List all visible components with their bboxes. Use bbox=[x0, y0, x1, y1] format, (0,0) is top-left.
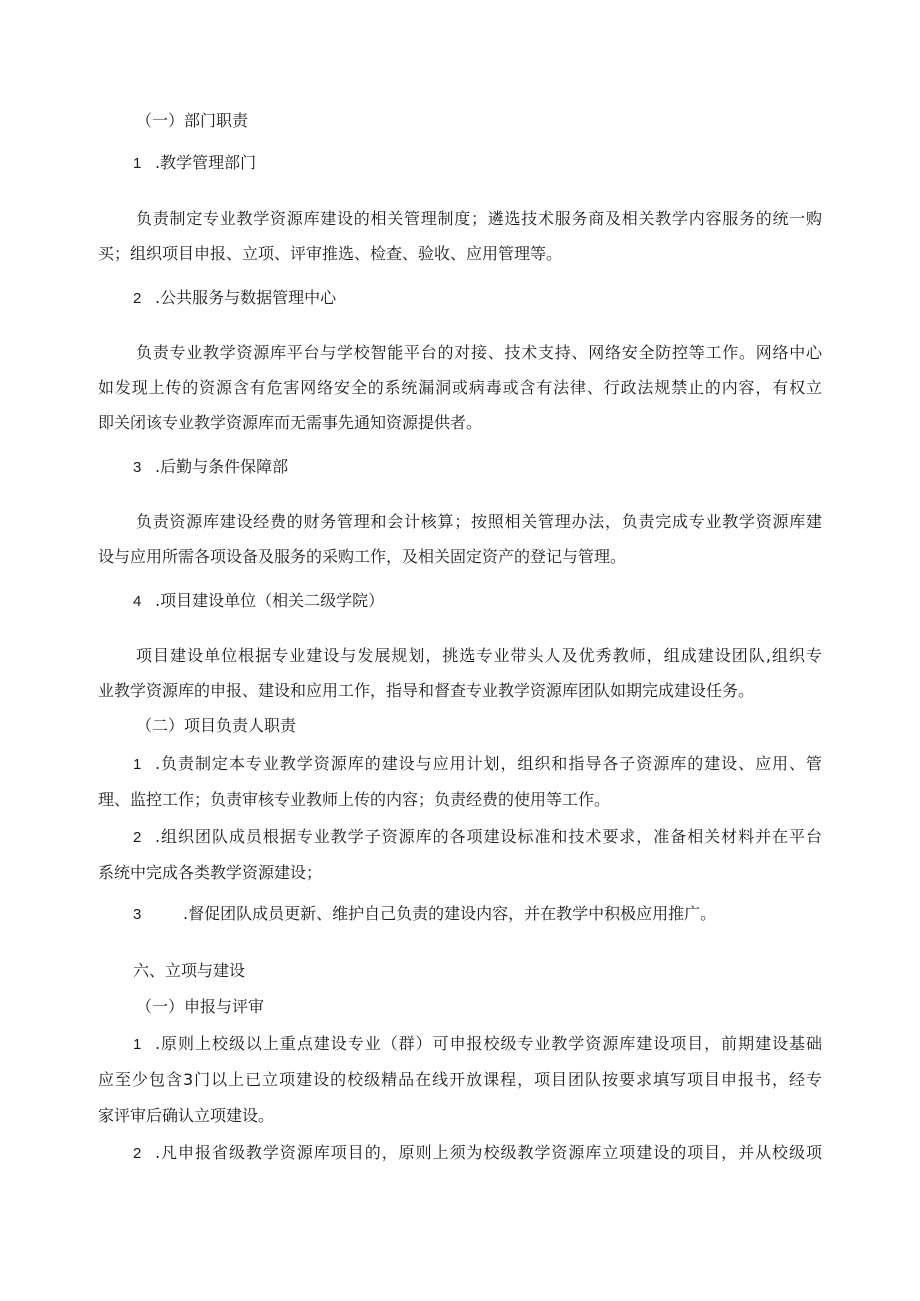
paragraph-line: 负责制定专业教学资源库建设的相关管理制度；遴选技术服务商及相关教学内容服务的统一购 bbox=[136, 209, 822, 228]
item-number: 3 bbox=[133, 459, 142, 476]
paragraph-line: 负责资源库建设经费的财务管理和会计核算；按照相关管理办法，负责完成专业教学资源库建 bbox=[136, 512, 822, 531]
item-number: 1 bbox=[133, 756, 142, 773]
item-number: 2 bbox=[133, 829, 142, 846]
paragraph-line: 即关闭该专业教学资源库而无需事先通知资源提供者。 bbox=[98, 413, 483, 432]
item-title-text: .公共服务与数据管理中心 bbox=[155, 288, 337, 307]
item-number: 1 bbox=[133, 155, 142, 172]
item-text: .组织团队成员根据专业教学子资源库的各项建设标准和技术要求，准备相关材料并在平台 bbox=[155, 827, 822, 846]
section-heading: （一）申报与评审 bbox=[136, 997, 265, 1016]
paragraph-line bbox=[133, 903, 716, 925]
paragraph-line: 应至少包含3门以上已立项建设的校级精品在线开放课程，项目团队按要求填写项目申报书，经专 bbox=[98, 1070, 822, 1089]
item-number: 2 bbox=[133, 290, 142, 307]
item-number: 2 bbox=[133, 1145, 142, 1162]
item-text: .原则上校级以上重点建设专业（群）可申报校级专业教学资源库建设项目，前期建设基础 bbox=[155, 1034, 822, 1053]
paragraph-line: 买；组织项目申报、立项、评审推选、检查、验收、应用管理等。 bbox=[98, 244, 563, 263]
section-heading: （二）项目负责人职责 bbox=[136, 716, 297, 735]
item-title-text: .项目建设单位（相关二级学院） bbox=[155, 591, 385, 610]
item-title-text: .教学管理部门 bbox=[155, 153, 257, 172]
item-title bbox=[133, 456, 288, 478]
item-title bbox=[133, 152, 256, 174]
item-text: .督促团队成员更新、维护自己负责的建设内容，并在教学中积极应用推广。 bbox=[183, 904, 717, 923]
item-title bbox=[133, 590, 384, 612]
item-text: .负责制定本专业教学资源库的建设与应用计划，组织和指导各子资源库的建设、应用、管 bbox=[155, 754, 822, 773]
paragraph-line bbox=[133, 1033, 822, 1055]
item-title-text: .后勤与条件保障部 bbox=[155, 457, 289, 476]
paragraph-line bbox=[133, 826, 822, 848]
item-number: 1 bbox=[133, 1036, 142, 1053]
item-number: 3 bbox=[133, 906, 142, 923]
item-text: .凡申报省级教学资源库项目的，原则上须为校级教学资源库立项建设的项目，并从校级项 bbox=[155, 1143, 822, 1162]
paragraph-line bbox=[133, 1142, 822, 1164]
item-number: 4 bbox=[133, 593, 142, 610]
paragraph-line: 设与应用所需各项设备及服务的采购工作，及相关固定资产的登记与管理。 bbox=[98, 547, 627, 566]
item-title bbox=[133, 287, 336, 309]
paragraph-line: 项目建设单位根据专业建设与发展规划，挑选专业带头人及优秀教师，组成建设团队,组织专 bbox=[136, 646, 822, 665]
paragraph-line: 家评审后确认立项建设。 bbox=[98, 1106, 275, 1125]
paragraph-line: 系统中完成各类教学资源建设； bbox=[98, 863, 323, 882]
paragraph-line bbox=[133, 753, 822, 775]
paragraph-line: 业教学资源库的申报、建设和应用工作，指导和督查专业教学资源库团队如期完成建设任务。 bbox=[98, 681, 755, 700]
paragraph-line: 负责专业教学资源库平台与学校智能平台的对接、技术支持、网络安全防控等工作。网络中心 bbox=[136, 343, 822, 362]
paragraph-line: 理、监控工作；负责审核专业教师上传的内容；负责经费的使用等工作。 bbox=[98, 790, 611, 809]
chapter-heading: 六、立项与建设 bbox=[133, 961, 246, 980]
section-heading: （一）部门职责 bbox=[136, 111, 249, 130]
paragraph-line: 如发现上传的资源含有危害网络安全的系统漏洞或病毒或含有法律、行政法规禁止的内容，有权立 bbox=[98, 378, 822, 397]
